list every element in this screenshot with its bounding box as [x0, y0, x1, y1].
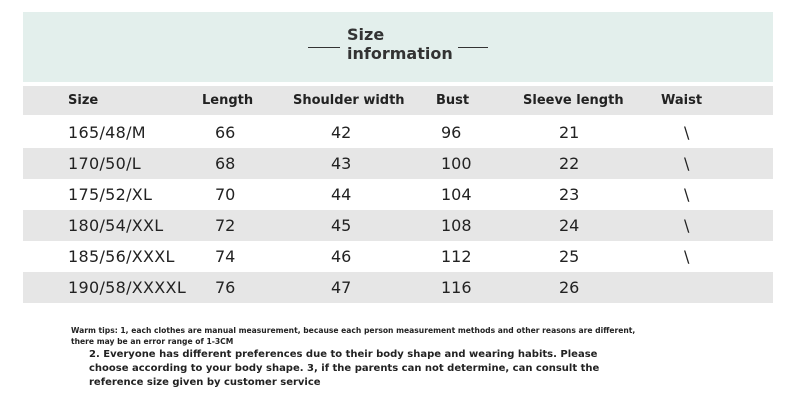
table-row: [23, 148, 773, 179]
cell-shoulder-width: 45: [331, 216, 352, 235]
cell-bust: 108: [441, 216, 472, 235]
cell-length: 74: [215, 247, 236, 266]
cell-waist: \: [684, 154, 690, 173]
cell-size: 165/48/M: [68, 123, 146, 142]
title-left-rule: [308, 47, 340, 48]
cell-bust: 100: [441, 154, 472, 173]
header-waist: Waist: [661, 93, 703, 108]
header-bust: Bust: [436, 93, 470, 108]
cell-waist: \: [684, 216, 690, 235]
cell-waist: \: [684, 185, 690, 204]
cell-bust: 104: [441, 185, 472, 204]
cell-size: 185/56/XXXL: [68, 247, 175, 266]
cell-length: 72: [215, 216, 236, 235]
cell-sleeve-length: 26: [559, 278, 580, 297]
cell-shoulder-width: 47: [331, 278, 352, 297]
title-block: [306, 25, 506, 70]
cell-waist: \: [684, 247, 690, 266]
cell-shoulder-width: 46: [331, 247, 352, 266]
cell-shoulder-width: 43: [331, 154, 352, 173]
cell-bust: 116: [441, 278, 472, 297]
cell-length: 70: [215, 185, 236, 204]
cell-length: 68: [215, 154, 236, 173]
notes-block: [71, 325, 691, 390]
cell-shoulder-width: 42: [331, 123, 352, 142]
title-right-rule: [458, 47, 488, 48]
table-row: [23, 179, 773, 210]
table-body: [23, 117, 773, 303]
cell-sleeve-length: 25: [559, 247, 580, 266]
cell-sleeve-length: 23: [559, 185, 580, 204]
header-sleeve-length: Sleeve length: [523, 93, 624, 108]
cell-shoulder-width: 44: [331, 185, 352, 204]
table-row: [23, 241, 773, 272]
title-line-2: information: [347, 44, 453, 63]
size-table: [23, 86, 773, 303]
cell-size: 180/54/XXL: [68, 216, 164, 235]
cell-length: 66: [215, 123, 236, 142]
table-header-row: [23, 86, 773, 115]
warm-tips-note: Warm tips: 1, each clothes are manual measurement, because each person measurement methods and other reasons are different, there may be an error range of 1-3CM: [71, 326, 636, 346]
cell-length: 76: [215, 278, 236, 297]
cell-size: 170/50/L: [68, 154, 141, 173]
table-row: [23, 272, 773, 303]
cell-sleeve-length: 22: [559, 154, 580, 173]
cell-bust: 96: [441, 123, 462, 142]
header-length: Length: [202, 93, 254, 108]
table-row: [23, 210, 773, 241]
header-size: Size: [68, 93, 99, 108]
page-title: [347, 25, 462, 63]
body-shape-note: 2. Everyone has different preferences due to their body shape and wearing habits. Please choose according to your body shape. 3, if the parents can not determine, can consult the reference size given by customer service: [89, 349, 600, 388]
header-shoulder-width: Shoulder width: [293, 93, 405, 108]
title-line-1: Size: [347, 25, 385, 44]
cell-waist: \: [684, 123, 690, 142]
cell-bust: 112: [441, 247, 472, 266]
cell-size: 190/58/XXXXL: [68, 278, 187, 297]
cell-sleeve-length: 24: [559, 216, 580, 235]
table-row: [23, 117, 773, 148]
cell-sleeve-length: 21: [559, 123, 580, 142]
cell-size: 175/52/XL: [68, 185, 153, 204]
